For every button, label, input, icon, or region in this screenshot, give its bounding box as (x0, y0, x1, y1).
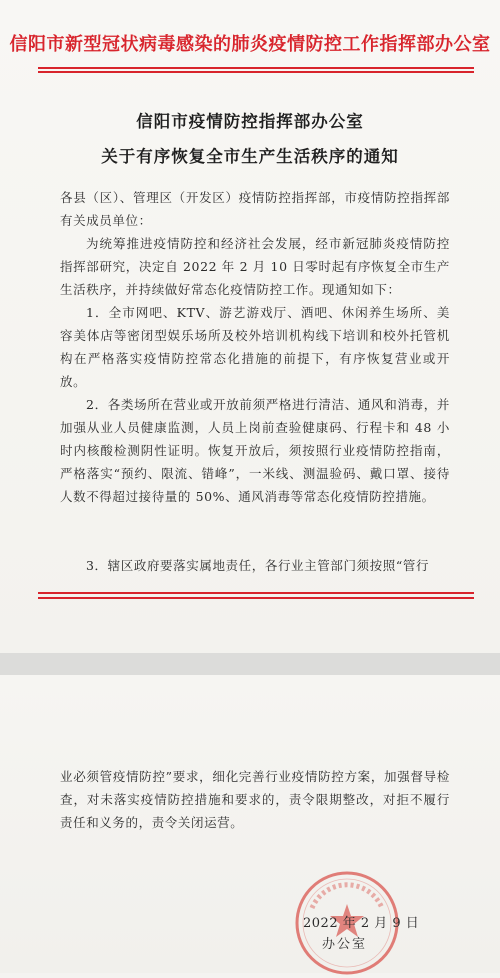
footer-rule-bottom (38, 597, 474, 599)
continuation-paragraph: 业必须管疫情防控”要求，细化完善行业疫情防控方案，加强督导检查，对未落实疫情防控措施和要求的，责令限期整改，对拒不履行责任和义务的，责令关闭运营。 (60, 769, 450, 830)
item-3: 3．辖区政府要落实属地责任，各行业主管部门须按照“管行 (86, 558, 430, 573)
header-rule-bottom (38, 71, 474, 73)
footer-rule-top (38, 592, 474, 594)
intro-paragraph: 为统筹推进疫情防控和经济社会发展，经市新冠肺炎疫情防控指挥部研究，决定自 2022 年 2 月 10 日零时起有序恢复全市生产生活秩序，并持续做好常态化疫情防控工作。现通知如下： (60, 236, 450, 297)
item-2: 2．各类场所在营业或开放前须严格进行清洁、通风和消毒，并加强从业人员健康监测，人员上岗前查验健康码、行程卡和 48 小时内核酸检测阴性证明。恢复开放后，须按照行业疫情防控指南，严格落实“预约、限流、错峰”，一米线、测温验码、戴口罩、接待人数不得超过接待量的 50%、通风消毒等常态化疫情防控措施。 (60, 397, 450, 504)
item-1: 1．全市网吧、KTV、游艺游戏厅、酒吧、休闲养生场所、美容美体店等密闭型娱乐场所及校外培训机构线下培训和校外托管机构在严格落实疫情防控常态化措施的前提下，有序恢复营业或开放。 (60, 305, 450, 389)
document-page-2 (0, 675, 500, 973)
doc-title-line-2: 关于有序恢复全市生产生活秩序的通知 (101, 147, 399, 166)
doc-title-line-1: 信阳市疫情防控指挥部办公室 (136, 112, 364, 131)
signature-office: 办公室 (322, 937, 368, 952)
salutation: 各县（区）、管理区（开发区）疫情防控指挥部，市疫情防控指挥部有关成员单位： (60, 190, 450, 228)
header-rule-top (38, 67, 474, 69)
org-header: 信阳市新型冠状病毒感染的肺炎疫情防控工作指挥部办公室 (9, 34, 491, 55)
page-gap (0, 653, 500, 675)
signature-date: 2022 年 2 月 9 日 (303, 916, 420, 931)
